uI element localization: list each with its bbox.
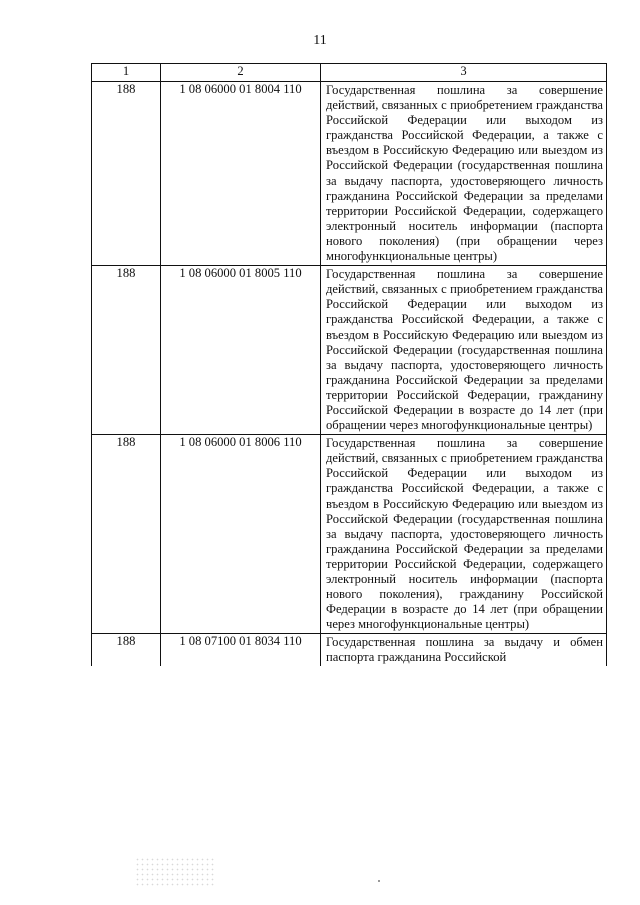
admin-code-cell: 188: [92, 82, 161, 266]
description-cell: Государственная пошлина за совершение действий, связанных с приобретением гражданства Российской Федерации или выходом из гражданства Российской Федерации, а также с въездом в Российскую Федерацию или выездом из Российской Федерации (государственная пошлина за выдачу паспорта, удостоверяющего личность гражданина Российской Федерации за пределами территории Российской Федерации, гражданину Российской Федерации в возрасте до 14 лет (при обращении через многофункциональные центры): [321, 266, 607, 435]
table-row: [92, 266, 607, 435]
column-header-1: 1: [92, 64, 161, 82]
description-cell: Государственная пошлина за совершение действий, связанных с приобретением гражданства Российской Федерации или выходом из гражданства Российской Федерации, а также с въездом в Российскую Федерацию или выездом из Российской Федерации (государственная пошлина за выдачу паспорта, удостоверяющего личность гражданина Российской Федерации за пределами территории Российской Федерации, содержащего электронный носитель информации (паспорта нового поколения), гражданину Российской Федерации в возрасте до 14 лет (при обращении через многофункциональные центры): [321, 435, 607, 634]
column-header-2: 2: [161, 64, 321, 82]
table-header-row: [92, 64, 607, 82]
admin-code-cell: 188: [92, 634, 161, 667]
kbk-code-cell: 1 08 06000 01 8005 110: [161, 266, 321, 435]
kbk-code-cell: 1 08 06000 01 8004 110: [161, 82, 321, 266]
column-header-3: 3: [321, 64, 607, 82]
description-cell: [321, 634, 607, 667]
scan-noise: [135, 857, 215, 887]
table-row: [92, 435, 607, 634]
kbk-code-cell: 1 08 07100 01 8034 110: [161, 634, 321, 667]
fee-table: [91, 63, 607, 666]
admin-code-cell: 188: [92, 435, 161, 634]
kbk-code-cell: 1 08 06000 01 8006 110: [161, 435, 321, 634]
table-row: [92, 82, 607, 266]
description-cell: Государственная пошлина за совершение действий, связанных с приобретением гражданства Российской Федерации или выходом из гражданства Российской Федерации, а также с въездом в Российскую Федерацию или выездом из Российской Федерации (государственная пошлина за выдачу паспорта, удостоверяющего личность гражданина Российской Федерации за пределами территории Российской Федерации, содержащего электронный носитель информации (паспорта нового поколения) (при обращении через многофункциональные центры): [321, 82, 607, 266]
scan-dot: [378, 880, 380, 882]
page-number: 11: [313, 33, 327, 48]
description-text: Государственная пошлина за выдачу и обмен паспорта гражданина Российской: [326, 635, 603, 665]
table-row: [92, 634, 607, 667]
admin-code-cell: 188: [92, 266, 161, 435]
